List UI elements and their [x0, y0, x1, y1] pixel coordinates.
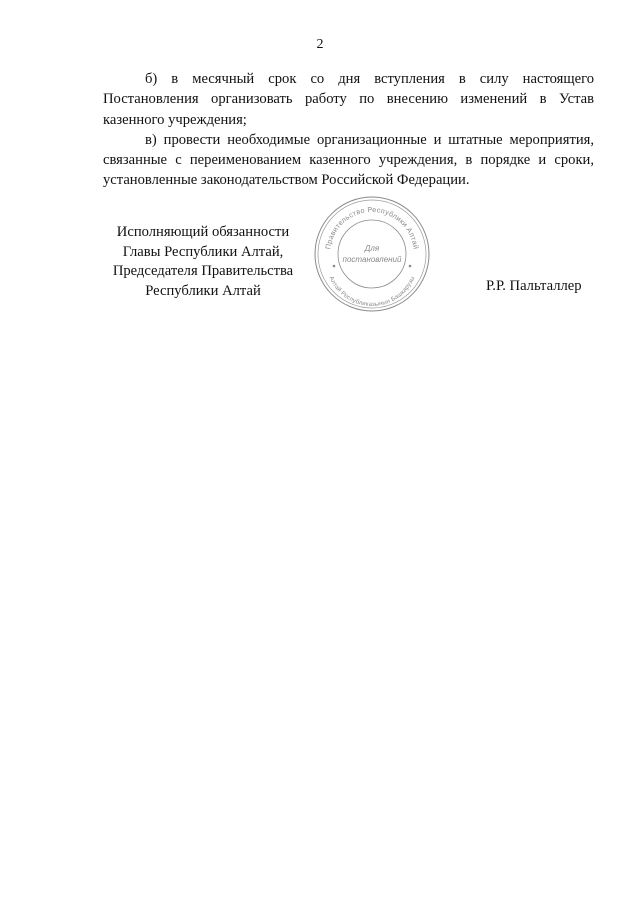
seal-outer-text: Правительство Республики Алтай	[323, 204, 421, 250]
signatory-title-line: Исполняющий обязанности	[116, 224, 290, 240]
paragraph-v: в) провести необходимые организационные и штатные мероприятия, связанные с переименованием казенного учреждения, в порядке и сроки, установленные законодательством Российской Федерации.	[103, 131, 594, 189]
signatory-title	[100, 223, 306, 301]
signatory-name: Р.Р. Пальталлер	[486, 278, 582, 294]
svg-text:Алтай Республиказынын Башкаруз	[328, 276, 417, 308]
signatory-title-line: Республики Алтай	[145, 282, 261, 299]
seal-outer-text-2: Алтай Республиказынын Башкарузы	[327, 275, 417, 309]
paragraph-b: б) в месячный срок со дня вступления в силу настоящего Постановления организовать работу по внесению изменений в Устав казенного учреждения;	[103, 71, 594, 128]
seal-center-line-2: постановлений	[342, 255, 402, 264]
seal-center-line-1: Для	[364, 244, 380, 253]
signatory-title-line: Главы Республики Алтай,	[122, 243, 284, 260]
official-seal-stamp	[312, 194, 432, 314]
signatory-title-line: Председателя Правительства	[112, 263, 294, 279]
page-number: 2	[316, 37, 324, 52]
document-body	[103, 69, 594, 191]
